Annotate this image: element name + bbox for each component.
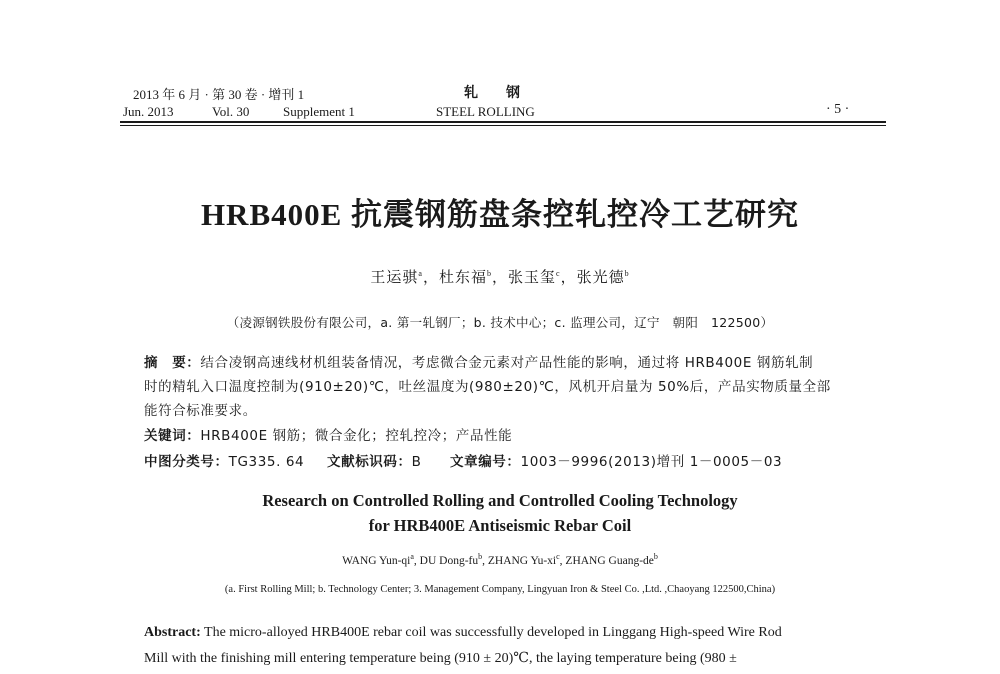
affiliation-cn: （凌源钢铁股份有限公司，a. 第一轧钢厂；b. 技术中心；c. 监理公司，辽宁 朝阳 122500） (226, 315, 774, 330)
keywords-cn-label: 关键词： (144, 428, 201, 444)
clc-number (144, 450, 304, 470)
author-1-en: WANG Yun-qi (342, 555, 411, 567)
header-rule-thick (120, 121, 886, 123)
author-1-cn: 王运骐 (370, 270, 419, 286)
article-number-value: 1003－9996(2013)增刊 1－0005－03 (520, 454, 783, 470)
header-supplement-en: Supplement 1 (283, 104, 355, 119)
abstract-cn-text-1: 结合凌钢高速线材机组装备情况，考虑微合金元素对产品性能的影响，通过将 HRB400E 钢筋轧制 (200, 355, 814, 371)
page-title-en-line-1: Research on Controlled Rolling and Controlled Cooling Technology (262, 491, 738, 510)
abstract-en-text-1: The micro-alloyed HRB400E rebar coil was successfully developed in Linggang High-speed Wire Rod (204, 625, 782, 640)
author-3-mark: c (556, 269, 561, 278)
journal-name-en: STEEL ROLLING (436, 104, 535, 119)
keywords-cn-text: HRB400E 钢筋；微合金化；控轧控冷；产品性能 (200, 428, 513, 444)
author-2-en-mark: b (478, 552, 483, 562)
header-date-en: Jun. 2013 (123, 104, 174, 119)
authors-cn (0, 266, 1000, 287)
header-volume-en: Vol. 30 (212, 104, 250, 119)
author-3-cn: ，张玉玺 (492, 270, 557, 286)
abstract-en-label: Abstract: (144, 625, 201, 640)
author-4-cn: ，张光德 (560, 270, 625, 286)
author-2-cn: ，杜东福 (422, 270, 487, 286)
author-3-en-mark: c (556, 552, 560, 562)
abstract-en-line-2: Mill with the finishing mill entering temperature being (910 ± 20)℃, the laying temperature being (980 ± (144, 651, 737, 666)
clc-value: TG335. 64 (228, 454, 305, 470)
author-4-en-mark: b (653, 552, 658, 562)
abstract-cn-label: 摘 要： (144, 355, 201, 371)
author-4-mark: b (624, 269, 630, 278)
document-code-value: B (411, 454, 422, 470)
header-rule-thin (120, 125, 886, 126)
document-code-label: 文献标识码： (327, 454, 412, 470)
abstract-cn-line-3: 能符合标准要求。 (144, 403, 257, 419)
authors-en (0, 552, 1000, 567)
author-1-en-mark: a (410, 552, 414, 562)
author-2-en: , DU Dong-fu (413, 555, 479, 567)
article-number-label: 文章编号： (450, 454, 521, 470)
author-1-mark: a (418, 269, 423, 278)
document-code (327, 450, 421, 470)
author-2-mark: b (487, 269, 492, 278)
abstract-en-line-1 (144, 625, 782, 641)
header-issue-cn: 2013 年 6 月 · 第 30 卷 · 增刊 1 (133, 87, 305, 102)
page-number: · 5 · (826, 102, 850, 117)
journal-name-cn: 轧 钢 (464, 86, 520, 101)
author-4-en: , ZHANG Guang-de (559, 555, 654, 567)
article-number (450, 450, 782, 470)
page-title-cn: HRB400E 抗震钢筋盘条控轧控冷工艺研究 (200, 197, 800, 232)
author-3-en: , ZHANG Yu-xi (482, 555, 557, 567)
clc-label: 中图分类号： (144, 454, 229, 470)
page-title-en-line-2: for HRB400E Antiseismic Rebar Coil (368, 516, 632, 535)
abstract-cn-line-1 (144, 351, 813, 371)
affiliation-en: (a. First Rolling Mill; b. Technology Center; 3. Management Company, Lingyuan Iron & Steel Co. ,Ltd. ,Chaoyang 122500,China) (224, 584, 776, 595)
keywords-cn (144, 424, 512, 444)
abstract-cn-line-2: 时的精轧入口温度控制为(910±20)℃，吐丝温度为(980±20)℃，风机开启量为 50%后，产品实物质量全部 (144, 379, 831, 395)
